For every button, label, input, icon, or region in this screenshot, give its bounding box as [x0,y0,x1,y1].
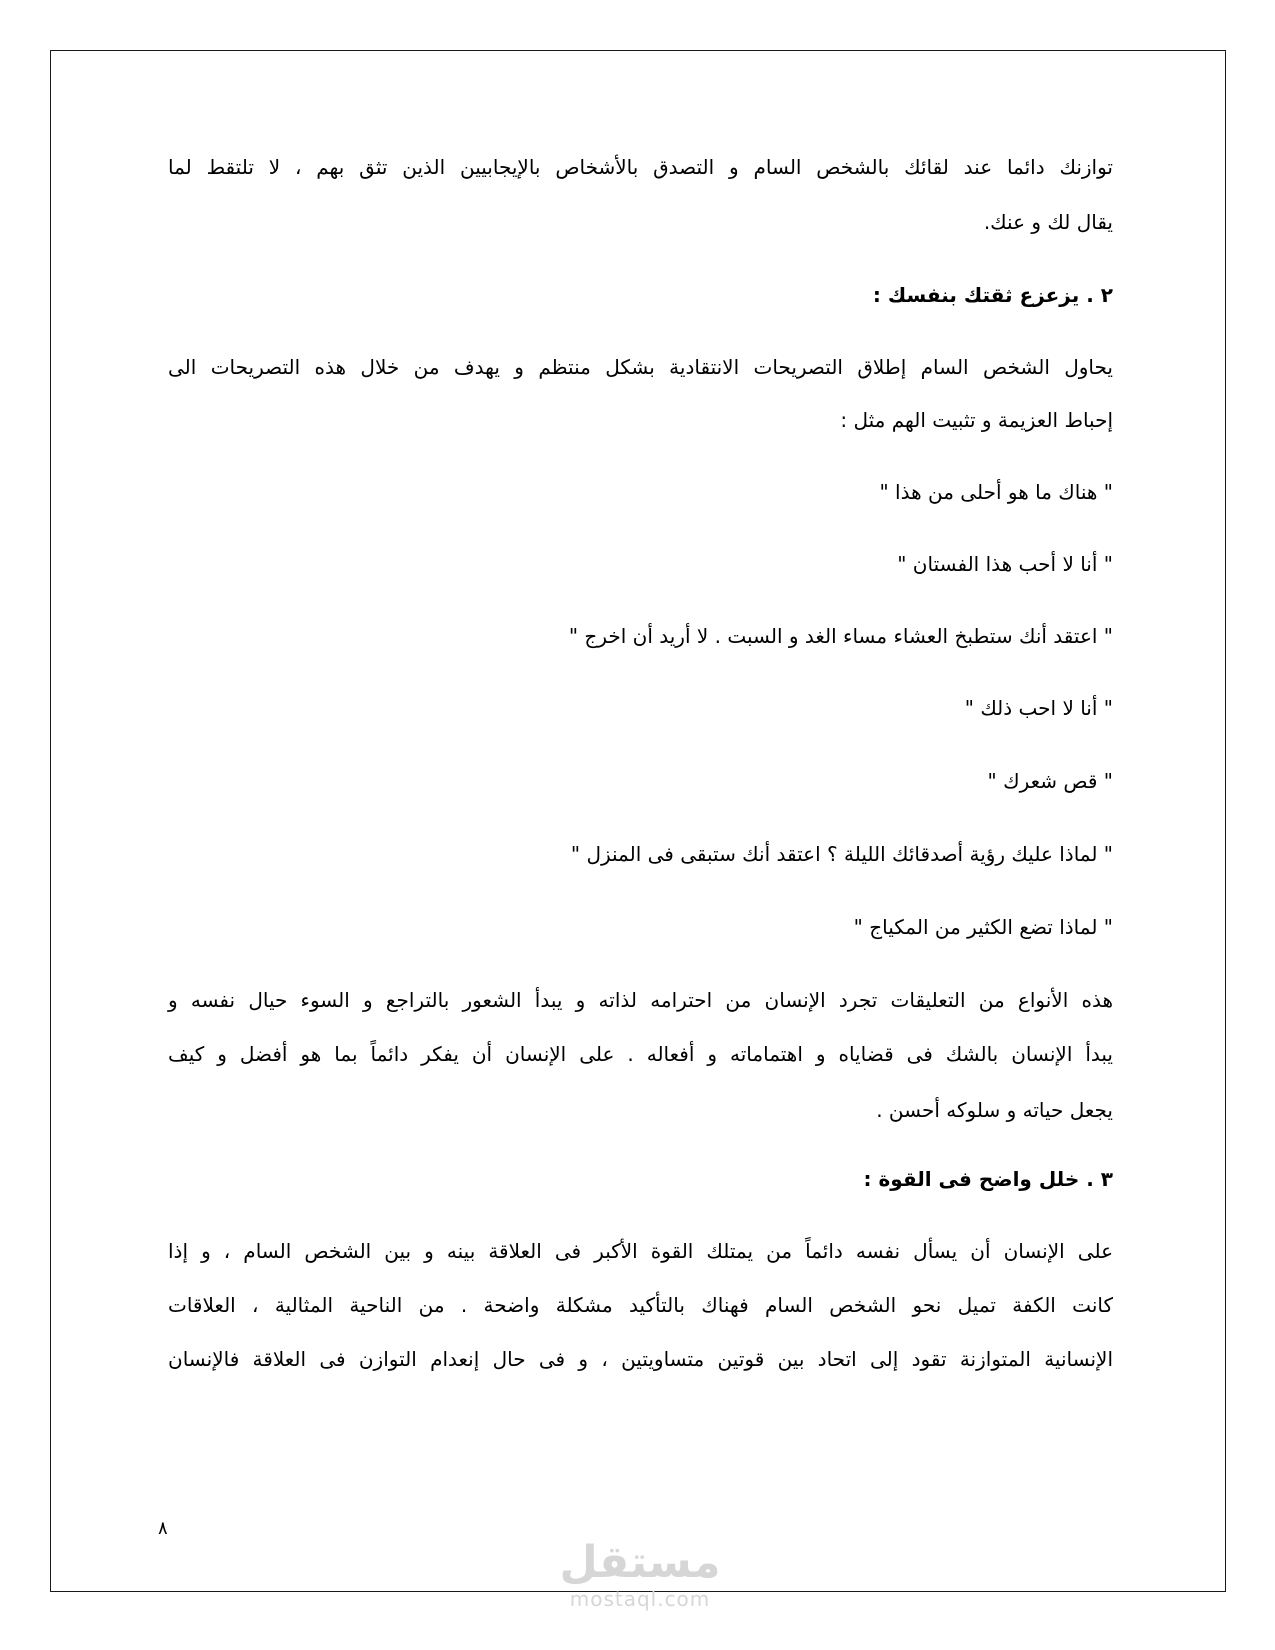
paragraph-line: يقال لك و عنك. [983,210,1113,234]
quote-line: " لماذا عليك رؤية أصدقائك الليلة ؟ اعتقد أنك ستبقى فى المنزل " [570,842,1113,866]
paragraph-line: هذه الأنواع من التعليقات تجرد الإنسان من احترامه لذاته و يبدأ الشعور بالتراجع و السوء حيال نفسه و [168,988,1113,1012]
watermark-logo: مستقل [559,1537,721,1588]
quote-line: " قص شعرك " [987,769,1113,793]
page-number: ٨ [158,1518,168,1539]
paragraph-line: الإنسانية المتوازنة تقود إلى اتحاد بين قوتين متساويتين ، و فى حال إنعدام التوازن فى العلاقة فالإنسان [168,1347,1113,1371]
quote-line: " أنا لا احب ذلك " [964,696,1113,720]
quote-line: " أنا لا أحب هذا الفستان " [897,552,1113,576]
paragraph-line: يجعل حياته و سلوكه أحسن . [876,1098,1113,1122]
paragraph-line: توازنك دائما عند لقائك بالشخص السام و التصدق بالأشخاص بالإيجابيين الذين تثق بهم ، لا تلتقط لما [168,155,1113,179]
quote-line: " هناك ما هو أحلى من هذا " [879,480,1113,504]
paragraph-line: يحاول الشخص السام إطلاق التصريحات الانتقادية بشكل منتظم و يهدف من خلال هذه التصريحات الى [168,355,1113,379]
paragraph-line: كانت الكفة تميل نحو الشخص السام فهناك بالتأكيد مشكلة واضحة . من الناحية المثالية ، العلاقات [168,1293,1113,1317]
quote-line: " لماذا تضع الكثير من المكياج " [853,915,1113,939]
section-heading: ٢ . يزعزع ثقتك بنفسك : [872,283,1113,307]
paragraph-line: إحباط العزيمة و تثبيت الهم مثل : [840,408,1113,432]
watermark-url: mostaql.com [569,1587,711,1611]
paragraph-line: يبدأ الإنسان بالشك فى قضاياه و اهتماماته و أفعاله . على الإنسان أن يفكر دائماً بما هو أفضل و كيف [168,1042,1113,1066]
paragraph-line: على الإنسان أن يسأل نفسه دائماً من يمتلك القوة الأكبر فى العلاقة بينه و بين الشخص السام ، و إذا [168,1239,1113,1263]
quote-line: " اعتقد أنك ستطبخ العشاء مساء الغد و السبت . لا أريد أن اخرج " [568,624,1113,648]
section-heading: ٣ . خلل واضح فى القوة : [863,1167,1113,1191]
